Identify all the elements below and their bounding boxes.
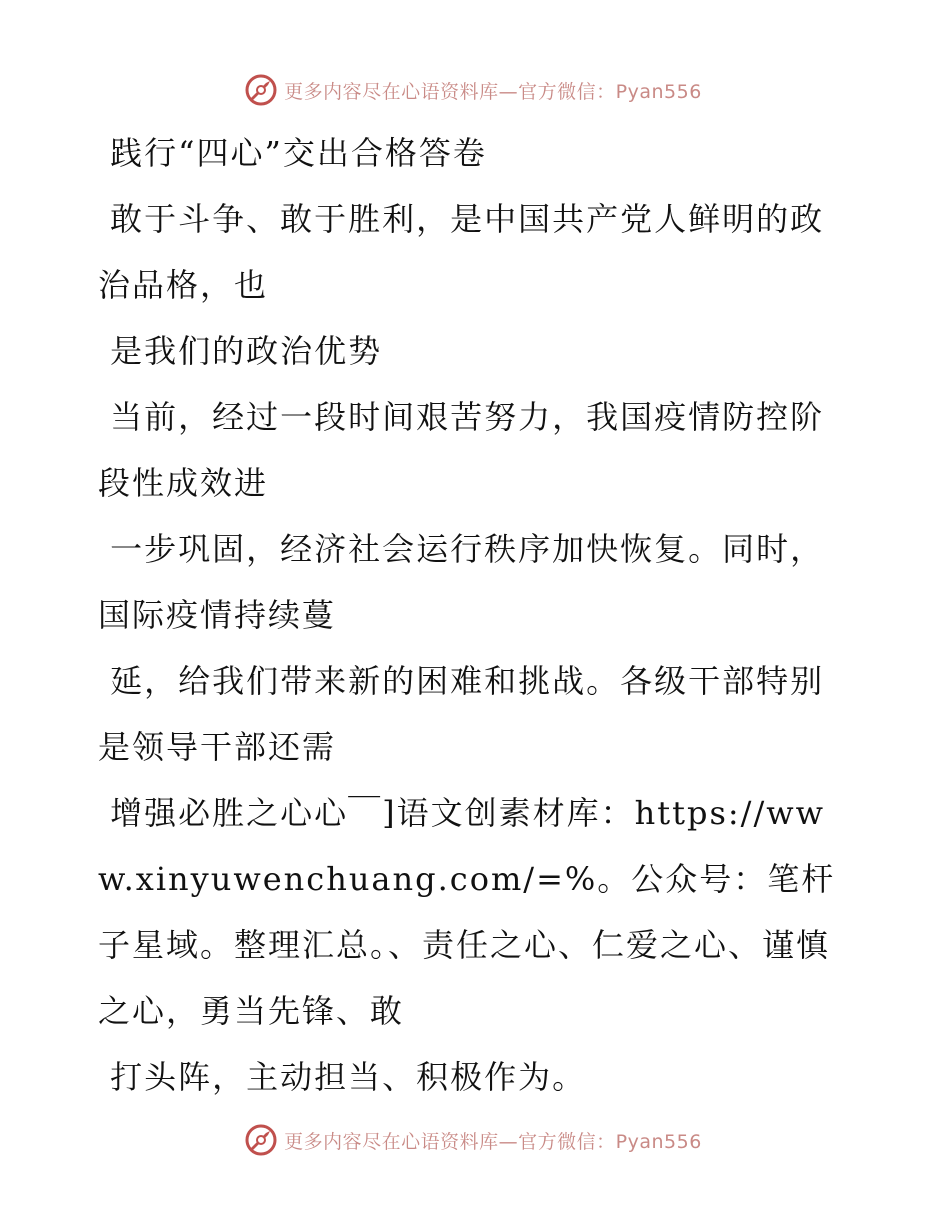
footer-watermark-banner [0,1120,950,1160]
paragraph: 敢于斗争、敢于胜利，是中国共产党人鲜明的政治品格，也 [98,200,825,304]
quill-logo-icon [244,73,278,107]
document-title: 践行“四心”交出合格答卷 [98,134,487,172]
paragraph: 当前，经过一段时间艰苦努力，我国疫情防控阶段性成效进 [98,398,825,502]
quill-logo-icon [244,1123,278,1157]
footer-watermark-text: 更多内容尽在心语资料库—官方微信：Pyan556 [284,1130,702,1153]
paragraph: 是我们的政治优势 [98,332,383,370]
header-watermark-banner [0,70,950,110]
paragraph: 一步巩固，经济社会运行秩序加快恢复。同时，国际疫情持续蔓 [98,530,825,634]
paragraph: 打头阵，主动担当、积极作为。 [98,1058,587,1096]
header-watermark-text: 更多内容尽在心语资料库—官方微信：Pyan556 [284,80,702,103]
document-body [98,120,838,1110]
paragraph: 增强必胜之心心￣]语文创素材库：https://www.xinyuwenchuang.com/=%。公众号：笔杆子星域。整理汇总。、责任之心、仁爱之心、谨慎之心，勇当先锋、敢 [98,794,836,1030]
paragraph: 延，给我们带来新的困难和挑战。各级干部特别是领导干部还需 [98,662,825,766]
